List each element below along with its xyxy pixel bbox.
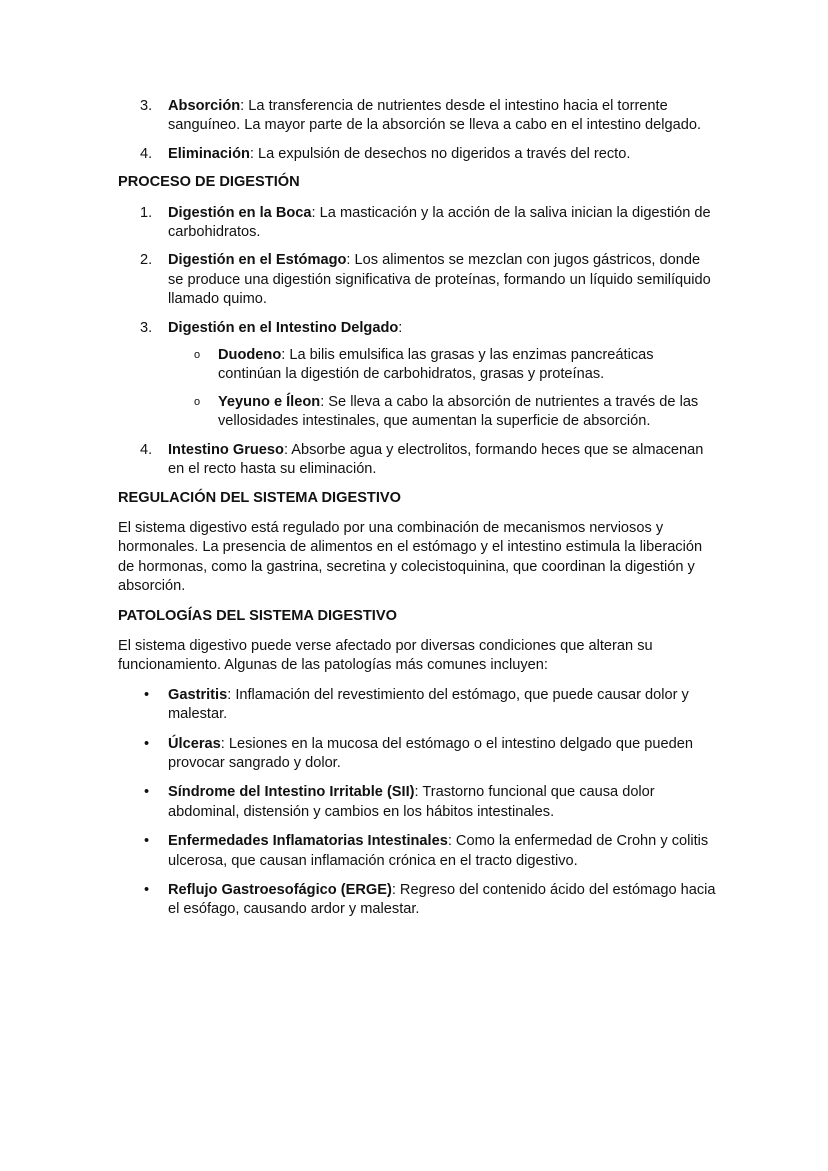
section-heading-pathologies: PATOLOGÍAS DEL SISTEMA DIGESTIVO [118, 607, 397, 624]
pathologies-paragraph: El sistema digestivo puede verse afectado por diversas condiciones que alteran su funcionamiento. Algunas de las patologías más comunes incluyen: [118, 637, 653, 674]
list-text: : La transferencia de nutrientes desde el intestino hacia el torrente sanguíneo. La mayor parte de la absorción se lleva a cabo en el intestino delgado. [168, 98, 702, 134]
list-number: 3. [140, 98, 153, 114]
list-term: Digestión en la Boca [168, 204, 312, 221]
digestive-functions-list [118, 97, 718, 164]
list-number: 1. [140, 204, 153, 221]
list-item [118, 783, 718, 822]
list-text: : Se lleva a cabo la absorción de nutrientes a través de las vellosidades intestinales, que aumentan la superficie de absorción. [218, 393, 699, 430]
list-text: : [398, 319, 403, 336]
small-intestine-sublist [168, 346, 718, 432]
circle-bullet-icon: o [194, 349, 201, 362]
list-text: : Trastorno funcional que causa dolor abdominal, distensión y cambios en los hábitos intestinales. [168, 784, 655, 820]
bullet-icon: • [144, 686, 150, 703]
list-text: : Los alimentos se mezclan con jugos gástricos, donde se produce una digestión significativa de proteínas, formando un líquido semilíquido llamado quimo. [168, 252, 711, 308]
list-term: Enfermedades Inflamatorias Intestinales [168, 833, 448, 850]
list-term: Intestino Grueso [168, 441, 284, 458]
circle-bullet-icon: o [194, 395, 201, 408]
list-term: Duodeno [218, 347, 282, 364]
list-item [118, 735, 718, 774]
list-item [118, 204, 718, 243]
list-text: : Como la enfermedad de Crohn y colitis ulcerosa, que causan inflamación crónica en el tracto digestivo. [168, 833, 709, 869]
list-text: : Regreso del contenido ácido del estómago hacia el esófago, causando ardor y malestar. [168, 882, 716, 918]
list-term: Gastritis [168, 686, 228, 703]
document-content [118, 97, 718, 930]
list-item [118, 686, 718, 725]
list-term: Digestión en el Estómago [168, 252, 347, 269]
list-text: : Inflamación del revestimiento del estómago, que puede causar dolor y malestar. [168, 686, 689, 723]
pathologies-list [118, 686, 718, 920]
list-text: : La masticación y la acción de la saliva inician la digestión de carbohidratos. [168, 204, 711, 241]
list-term: Absorción [168, 98, 241, 114]
list-term: Reflujo Gastroesofágico (ERGE) [168, 882, 392, 898]
list-text: : Absorbe agua y electrolitos, formando heces que se almacenan en el recto hasta su eliminación. [168, 441, 704, 478]
bullet-icon: • [144, 882, 150, 898]
list-number: 4. [140, 441, 153, 458]
section-heading-digestion: PROCESO DE DIGESTIÓN [118, 174, 300, 191]
digestion-process-list [118, 204, 718, 480]
section-heading-regulation: REGULACIÓN DEL SISTEMA DIGESTIVO [118, 489, 401, 506]
list-item [118, 145, 718, 164]
bullet-icon: • [144, 735, 150, 752]
list-number: 2. [140, 252, 153, 269]
regulation-paragraph: El sistema digestivo está regulado por una combinación de mecanismos nerviosos y hormonales. La presencia de alimentos en el estómago y el intestino estimula la liberación de hormonas, como la gastrina, secretina y colecistoquinina, que coordinan la digestión y absorción. [118, 519, 703, 595]
bullet-icon: • [144, 833, 150, 850]
list-item [118, 441, 718, 480]
list-text: : La bilis emulsifica las grasas y las enzimas pancreáticas continúan la digestión de carbohidratos, grasas y proteínas. [218, 347, 654, 383]
list-text: : La expulsión de desechos no digeridos a través del recto. [249, 145, 631, 162]
list-item [118, 832, 718, 871]
list-term: Digestión en el Intestino Delgado [168, 319, 399, 336]
list-term: Eliminación [168, 145, 250, 162]
list-item [118, 97, 718, 136]
sublist-item [118, 393, 718, 432]
list-text: : Lesiones en la mucosa del estómago o el intestino delgado que pueden provocar sangrado y dolor. [168, 735, 693, 771]
list-number: 3. [140, 319, 153, 336]
list-term: Síndrome del Intestino Irritable (SII) [168, 784, 415, 801]
list-item [118, 251, 718, 309]
list-item [118, 319, 718, 432]
bullet-icon: • [144, 784, 150, 801]
sublist-item [118, 346, 718, 385]
list-number: 4. [140, 145, 153, 162]
list-term: Úlceras [168, 735, 221, 752]
list-term: Yeyuno e Íleon [218, 393, 321, 410]
list-item [118, 881, 718, 920]
